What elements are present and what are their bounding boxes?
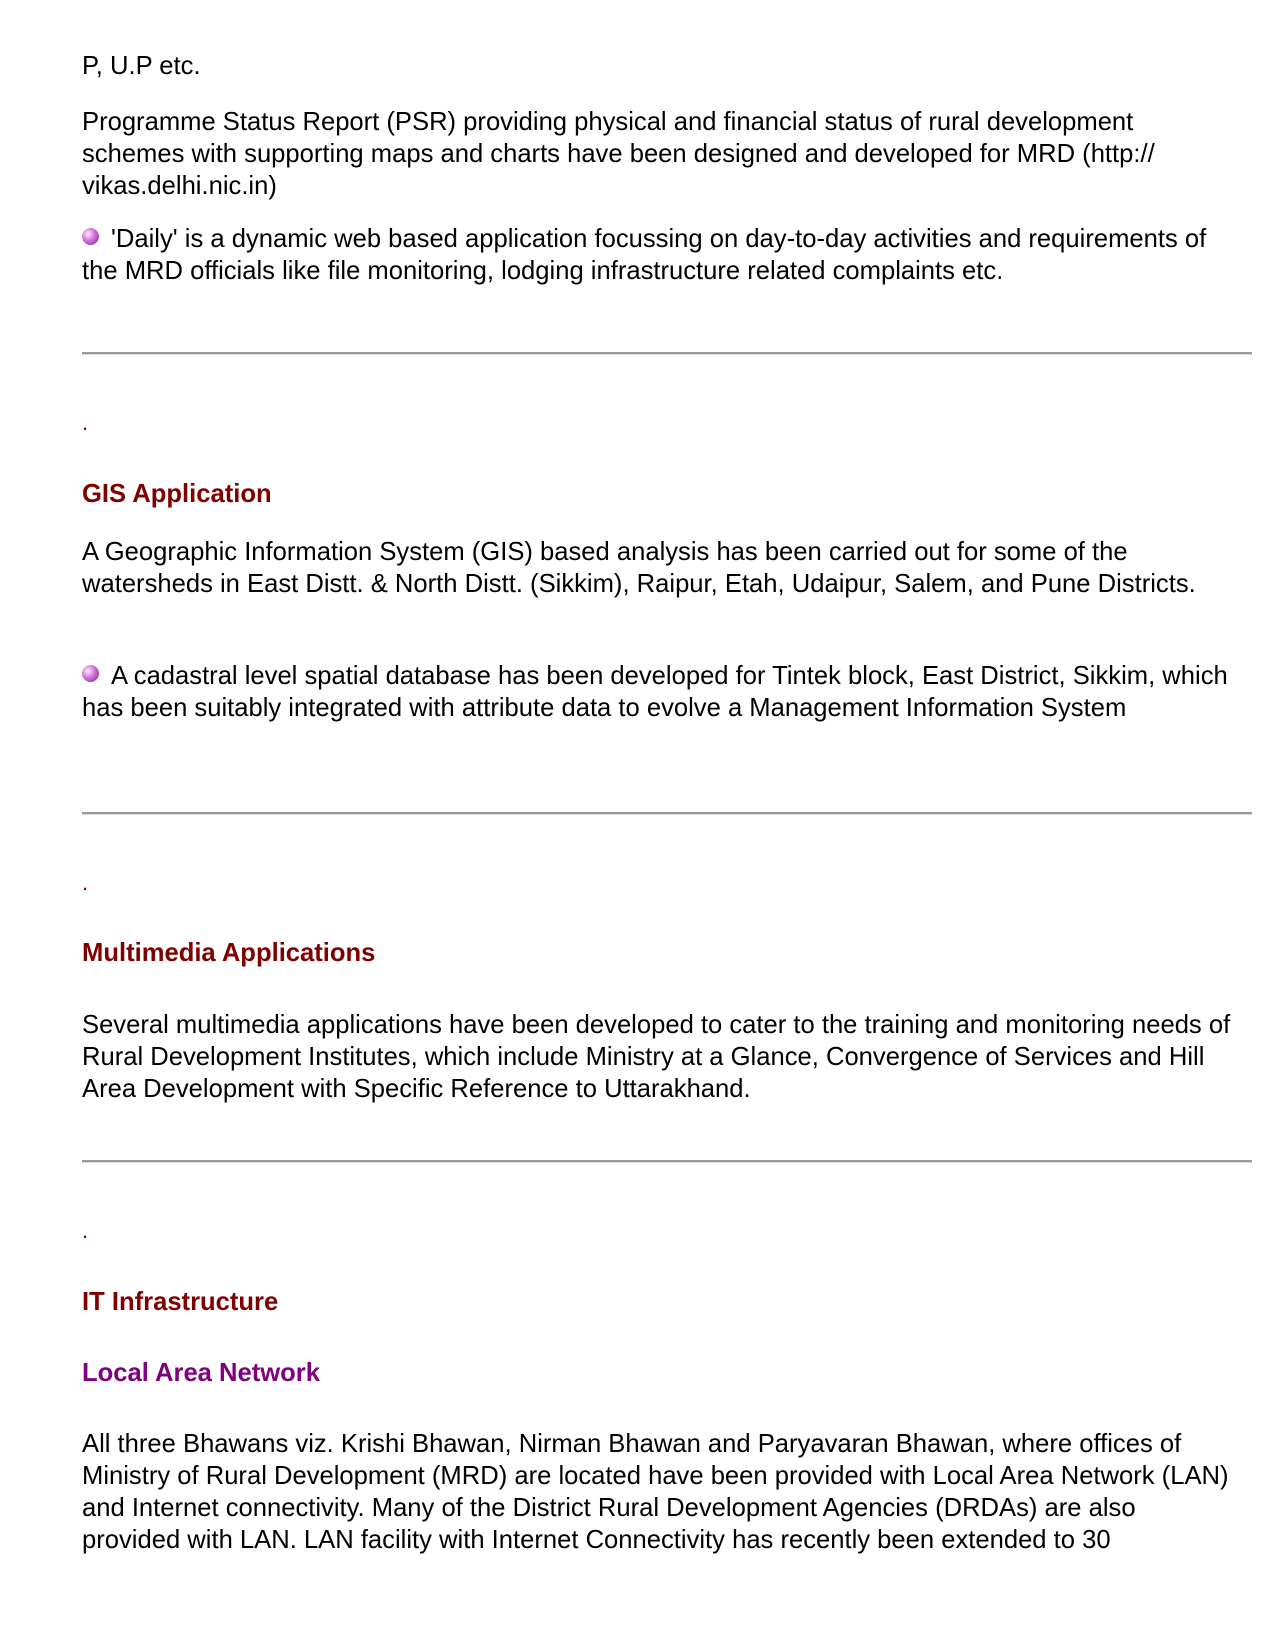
psr-paragraph: Programme Status Report (PSR) providing physical and financial status of rural development schemes with supporting maps and charts have been designed and developed for MRD (http:// vikas.delhi.nic.in) — [82, 108, 1155, 200]
lan-paragraph: All three Bhawans viz. Krishi Bhawan, Nirman Bhawan and Paryavaran Bhawan, where offices of Ministry of Rural Development (MRD) are located have been provided with Local Area Network (LAN) and Internet connectivity. Many of the District Rural Development Agencies (DRDAs) are also provided with LAN. LAN facility with Internet Connectivity has recently been extended to 30 — [82, 1430, 1229, 1554]
cadastral-bullet-item — [82, 660, 1232, 724]
anchor-marker: . — [82, 870, 89, 895]
horizontal-rule — [82, 352, 1252, 355]
anchor-marker: . — [82, 410, 89, 435]
purple-sphere-bullet-icon — [82, 228, 99, 245]
lan-subheading: Local Area Network — [82, 1359, 321, 1387]
it-infrastructure-heading: IT Infrastructure — [82, 1288, 279, 1316]
daily-bullet-text: 'Daily' is a dynamic web based application focussing on day-to-day activities and requirements of the MRD officials like file monitoring, lodging infrastructure related complaints etc. — [82, 225, 1207, 285]
cadastral-bullet-text: A cadastral level spatial database has been developed for Tintek block, East District, Sikkim, which has been suitably integrated with attribute data to evolve a Management Information System — [82, 662, 1228, 722]
gis-heading: GIS Application — [82, 480, 272, 508]
intro-fragment: P, U.P etc. — [82, 52, 201, 80]
horizontal-rule — [82, 1160, 1252, 1163]
multimedia-heading: Multimedia Applications — [82, 939, 376, 967]
purple-sphere-bullet-icon — [82, 665, 99, 682]
daily-bullet-item — [82, 223, 1232, 287]
gis-paragraph: A Geographic Information System (GIS) based analysis has been carried out for some of the watersheds in East Distt. & North Distt. (Sikkim), Raipur, Etah, Udaipur, Salem, and Pune Districts. — [82, 538, 1196, 598]
multimedia-paragraph: Several multimedia applications have been developed to cater to the training and monitoring needs of Rural Development Institutes, which include Ministry at a Glance, Convergence of Services and Hill Area Development with Specific Reference to Uttarakhand. — [82, 1011, 1231, 1103]
horizontal-rule — [82, 812, 1252, 815]
anchor-marker: . — [82, 1218, 89, 1243]
